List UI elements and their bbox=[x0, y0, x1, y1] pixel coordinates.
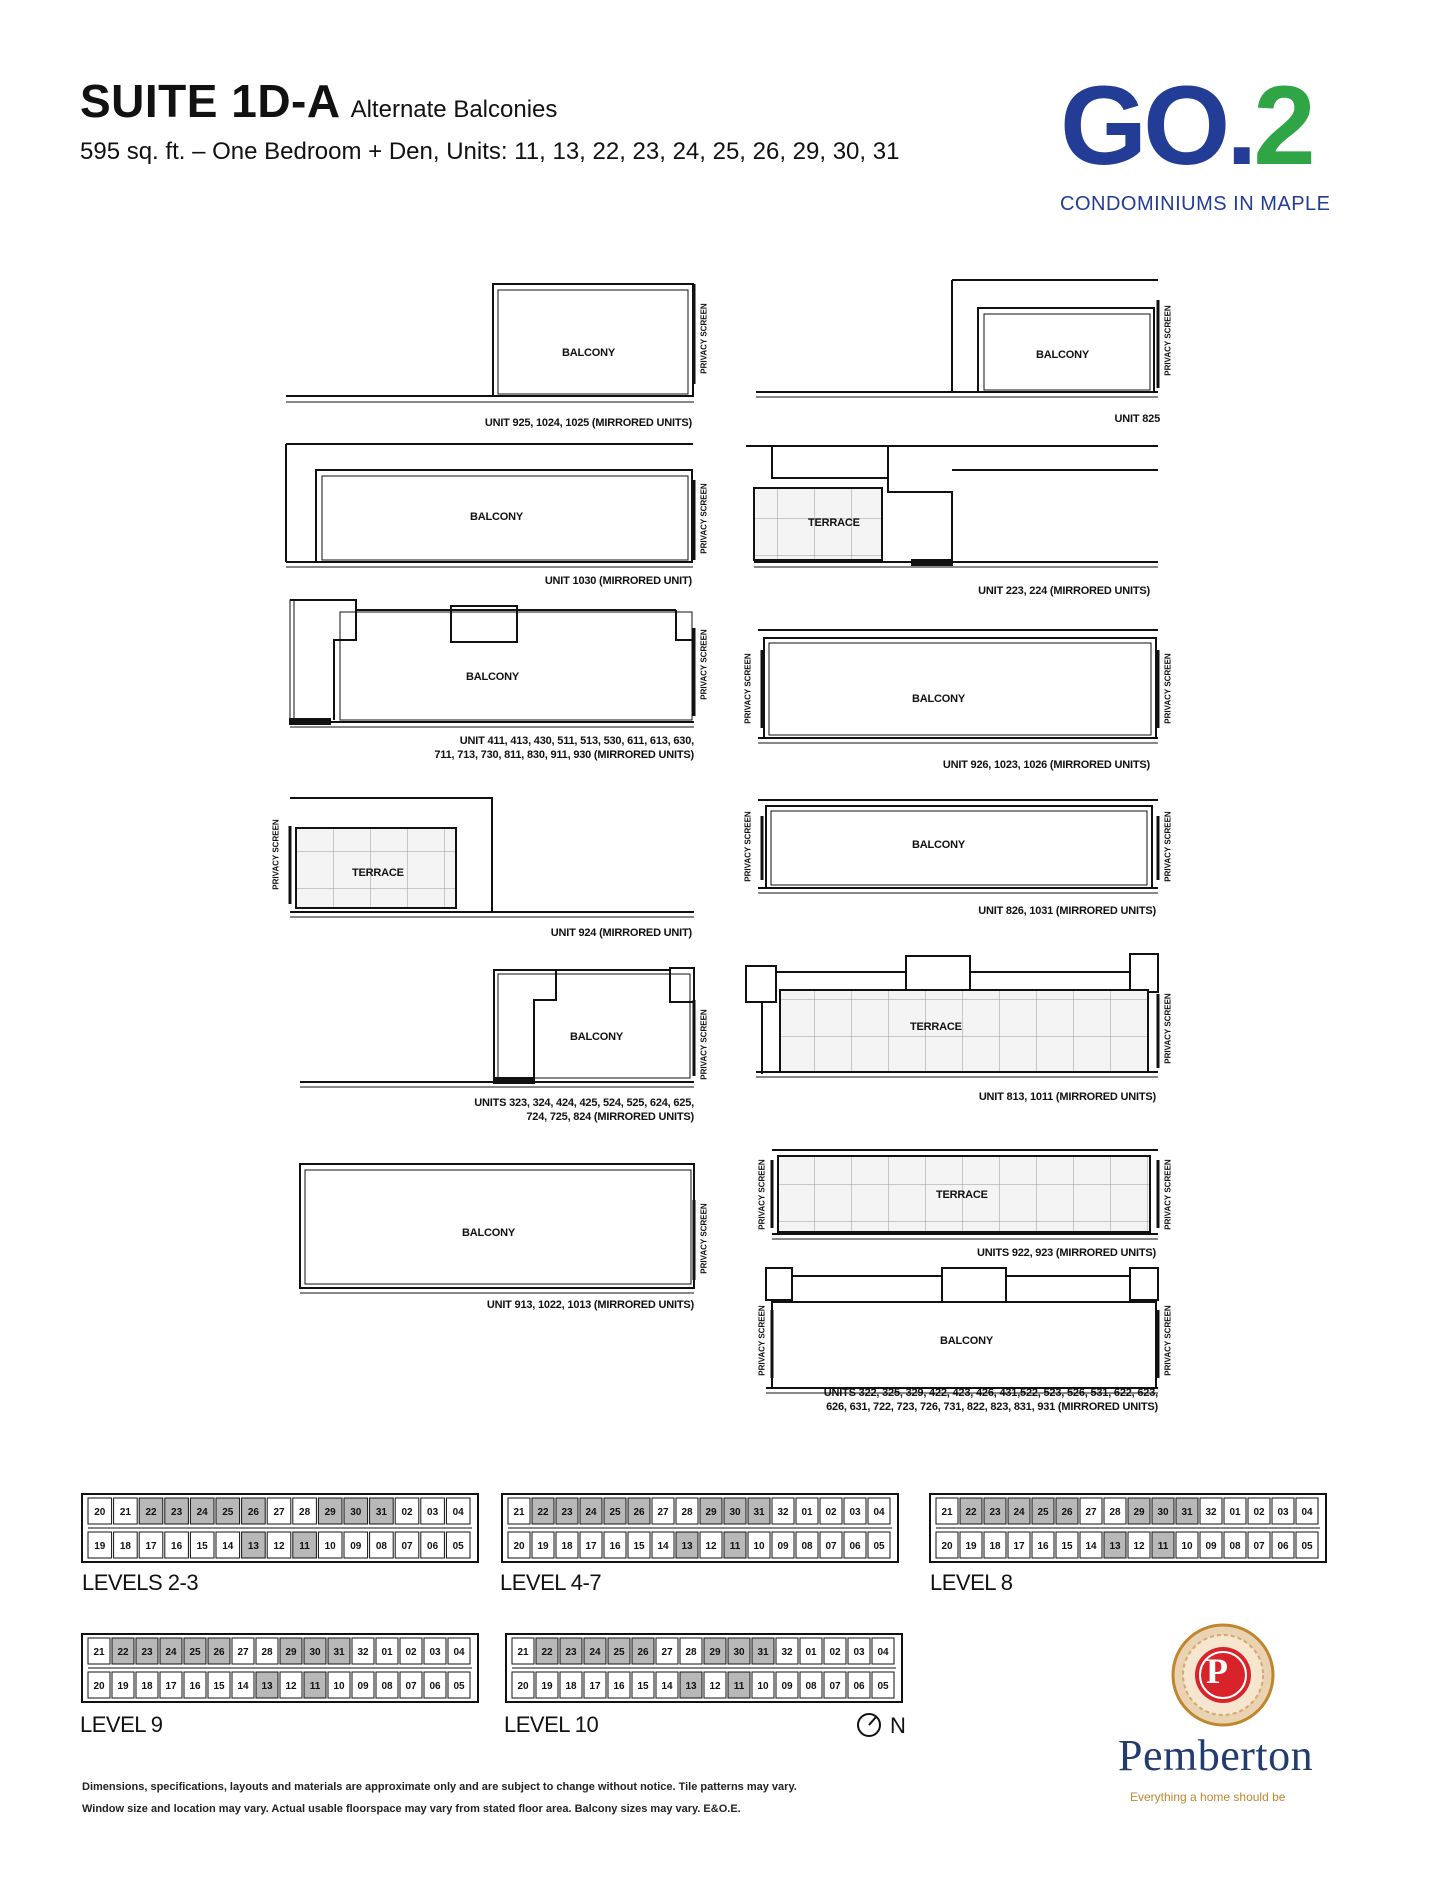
key-plan-unit-number: 14 bbox=[237, 1681, 249, 1692]
balcony-label: BALCONY bbox=[570, 1031, 623, 1043]
key-plan-unit-number: 09 bbox=[1205, 1541, 1217, 1552]
key-plan-unit-number: 29 bbox=[1133, 1507, 1145, 1518]
key-plan-unit-number: 17 bbox=[145, 1541, 157, 1552]
privacy-screen-label: PRIVACY SCREEN bbox=[757, 1159, 767, 1230]
north-label: N bbox=[890, 1713, 906, 1738]
privacy-screen-label: PRIVACY SCREEN bbox=[1163, 993, 1173, 1064]
key-plan-unit-number: 02 bbox=[401, 1507, 413, 1518]
key-plan-unit-number: 30 bbox=[729, 1507, 741, 1518]
key-plan-unit-number: 21 bbox=[513, 1507, 525, 1518]
plan-caption: UNIT 826, 1031 (MIRRORED UNITS) bbox=[978, 905, 1156, 917]
plan-caption: UNITS 922, 923 (MIRRORED UNITS) bbox=[976, 1247, 1156, 1259]
suite-name: SUITE 1D-A bbox=[80, 75, 341, 127]
key-plan-unit-number: 24 bbox=[165, 1647, 177, 1658]
key-plan-unit-number: 19 bbox=[117, 1681, 129, 1692]
privacy-screen-label: PRIVACY SCREEN bbox=[1163, 1159, 1173, 1230]
key-plan-unit-number: 22 bbox=[117, 1647, 129, 1658]
key-plan-unit-number: 03 bbox=[1277, 1507, 1289, 1518]
key-plan-unit-number: 30 bbox=[733, 1647, 745, 1658]
key-plan-unit-number: 09 bbox=[781, 1681, 793, 1692]
key-plan-unit-number: 11 bbox=[299, 1541, 310, 1552]
key-plan-unit-number: 31 bbox=[1181, 1507, 1193, 1518]
key-plan-unit-number: 07 bbox=[401, 1541, 413, 1552]
plan-caption: UNIT 223, 224 (MIRRORED UNITS) bbox=[978, 585, 1150, 597]
key-plan-unit-number: 23 bbox=[141, 1647, 153, 1658]
balcony-label: BALCONY bbox=[940, 1335, 993, 1347]
key-plan-unit-number: 23 bbox=[171, 1507, 183, 1518]
key-plan-unit-number: 29 bbox=[705, 1507, 717, 1518]
plan-caption: UNIT 924 (MIRRORED UNIT) bbox=[550, 927, 692, 939]
key-plan-unit-number: 02 bbox=[405, 1647, 417, 1658]
key-plan-unit-number: 11 bbox=[309, 1681, 321, 1692]
plan-left-4 bbox=[290, 798, 694, 917]
key-plan-unit-number: 20 bbox=[941, 1541, 953, 1552]
key-plan-unit-number: 21 bbox=[93, 1647, 105, 1658]
key-plan-unit-number: 25 bbox=[613, 1647, 625, 1658]
plan-caption: UNIT 1030 (MIRRORED UNIT) bbox=[544, 575, 692, 587]
key-plan-unit-number: 23 bbox=[561, 1507, 573, 1518]
terrace-label: TERRACE bbox=[352, 867, 404, 879]
privacy-screen-label: PRIVACY SCREEN bbox=[743, 653, 753, 724]
privacy-screen-label: PRIVACY SCREEN bbox=[1163, 811, 1173, 882]
key-plan-unit-number: 20 bbox=[93, 1681, 105, 1692]
privacy-screen-label: PRIVACY SCREEN bbox=[1163, 653, 1173, 724]
key-plan-unit-number: 14 bbox=[1085, 1541, 1097, 1552]
key-plan-unit-number: 08 bbox=[1229, 1541, 1241, 1552]
key-plan-unit-number: 14 bbox=[661, 1681, 673, 1692]
level-label: LEVELS 2-3 bbox=[82, 1570, 199, 1595]
key-plan-unit-number: 29 bbox=[324, 1507, 336, 1518]
key-plan-unit-number: 27 bbox=[273, 1507, 285, 1518]
plan-left-3 bbox=[290, 600, 694, 727]
key-plan-unit-number: 06 bbox=[429, 1681, 441, 1692]
key-plan-unit-number: 23 bbox=[565, 1647, 577, 1658]
key-plan-unit-number: 05 bbox=[1301, 1541, 1313, 1552]
key-plan-unit-number: 28 bbox=[261, 1647, 273, 1658]
key-plan-unit-number: 26 bbox=[637, 1647, 649, 1658]
key-plan-unit-number: 07 bbox=[1253, 1541, 1265, 1552]
key-plan-unit-number: 06 bbox=[849, 1541, 861, 1552]
key-plan-unit-number: 32 bbox=[777, 1507, 789, 1518]
plan-right-2 bbox=[746, 446, 1158, 567]
key-plan-unit-number: 27 bbox=[661, 1647, 673, 1658]
key-plan-unit-number: 03 bbox=[853, 1647, 865, 1658]
plan-caption: UNIT 813, 1011 (MIRRORED UNITS) bbox=[978, 1091, 1156, 1103]
key-plan-unit-number: 15 bbox=[213, 1681, 225, 1692]
key-plan-unit-number: 01 bbox=[381, 1647, 393, 1658]
key-plan-unit-number: 21 bbox=[941, 1507, 953, 1518]
key-plan-unit-number: 25 bbox=[189, 1647, 201, 1658]
level-label: LEVEL 9 bbox=[80, 1712, 163, 1737]
key-plan-unit-number: 16 bbox=[1037, 1541, 1049, 1552]
key-plan-unit-number: 17 bbox=[165, 1681, 177, 1692]
key-plan-unit-number: 16 bbox=[609, 1541, 621, 1552]
key-plan-unit-number: 28 bbox=[685, 1647, 697, 1658]
key-plan-unit-number: 05 bbox=[873, 1541, 885, 1552]
key-plan-unit-number: 13 bbox=[685, 1681, 697, 1692]
plan-caption: UNIT 913, 1022, 1013 (MIRRORED UNITS) bbox=[486, 1299, 694, 1311]
key-plan-unit-number: 26 bbox=[633, 1507, 645, 1518]
privacy-screen-label: PRIVACY SCREEN bbox=[1163, 1305, 1173, 1376]
key-plan-unit-number: 12 bbox=[709, 1681, 721, 1692]
privacy-screen-label: PRIVACY SCREEN bbox=[699, 303, 709, 374]
key-plan-unit-number: 11 bbox=[733, 1681, 745, 1692]
key-plan-unit-number: 19 bbox=[537, 1541, 549, 1552]
key-plan-unit-number: 20 bbox=[513, 1541, 525, 1552]
key-plan-unit-number: 03 bbox=[427, 1507, 439, 1518]
key-plan-unit-number: 11 bbox=[729, 1541, 741, 1552]
key-plan-unit-number: 10 bbox=[753, 1541, 765, 1552]
key-plan-unit-number: 28 bbox=[1109, 1507, 1121, 1518]
key-plan-unit-number: 30 bbox=[1157, 1507, 1169, 1518]
key-plan-unit-number: 15 bbox=[196, 1541, 208, 1552]
key-plan-unit-number: 15 bbox=[1061, 1541, 1073, 1552]
key-plan-unit-number: 24 bbox=[589, 1647, 601, 1658]
key-plan bbox=[504, 1632, 904, 1704]
key-plan-unit-number: 18 bbox=[989, 1541, 1001, 1552]
key-plan-unit-number: 09 bbox=[357, 1681, 369, 1692]
key-plan-unit-number: 08 bbox=[805, 1681, 817, 1692]
plan-right-1 bbox=[756, 280, 1158, 397]
key-plan-unit-number: 01 bbox=[805, 1647, 817, 1658]
key-plan-unit-number: 06 bbox=[427, 1541, 439, 1552]
plan-caption: UNITS 323, 324, 424, 425, 524, 525, 624, 625, 724, 725, 824 (MIRRORED UNITS) bbox=[474, 1097, 694, 1123]
key-plan-unit-number: 19 bbox=[94, 1541, 106, 1552]
privacy-screen-label: PRIVACY SCREEN bbox=[699, 1203, 709, 1274]
key-plan-unit-number: 18 bbox=[141, 1681, 153, 1692]
suite-subtitle: 595 sq. ft. – One Bedroom + Den, Units: 11, 13, 22, 23, 24, 25, 26, 29, 30, 31 bbox=[80, 138, 900, 165]
privacy-screen-label: PRIVACY SCREEN bbox=[699, 1009, 709, 1080]
plan-left-2 bbox=[286, 444, 694, 567]
key-plan-unit-number: 08 bbox=[375, 1541, 387, 1552]
level-label: LEVEL 8 bbox=[930, 1570, 1013, 1595]
key-plan bbox=[928, 1492, 1328, 1564]
key-plan-unit-number: 29 bbox=[285, 1647, 297, 1658]
key-plan-unit-number: 05 bbox=[452, 1541, 464, 1552]
plan-caption: UNIT 925, 1024, 1025 (MIRRORED UNITS) bbox=[484, 417, 692, 429]
balcony-label: BALCONY bbox=[1036, 349, 1089, 361]
key-plan-unit-number: 18 bbox=[119, 1541, 131, 1552]
key-plan-unit-number: 32 bbox=[1205, 1507, 1217, 1518]
key-plan-unit-number: 11 bbox=[1157, 1541, 1169, 1552]
level-label: LEVEL 10 bbox=[504, 1712, 599, 1737]
key-plan-unit-number: 16 bbox=[189, 1681, 201, 1692]
privacy-screen-label: PRIVACY SCREEN bbox=[743, 811, 753, 882]
key-plan-unit-number: 27 bbox=[657, 1507, 669, 1518]
key-plan-unit-number: 23 bbox=[989, 1507, 1001, 1518]
plan-left-5 bbox=[300, 968, 694, 1087]
plan-caption: UNIT 926, 1023, 1026 (MIRRORED UNITS) bbox=[942, 759, 1150, 771]
key-plan-unit-number: 01 bbox=[801, 1507, 813, 1518]
key-plan-unit-number: 04 bbox=[452, 1507, 464, 1518]
key-plan-unit-number: 18 bbox=[565, 1681, 577, 1692]
key-plan-unit-number: 24 bbox=[1013, 1507, 1025, 1518]
key-plan-unit-number: 08 bbox=[801, 1541, 813, 1552]
key-plan bbox=[500, 1492, 900, 1564]
key-plan-unit-number: 20 bbox=[94, 1507, 106, 1518]
balcony-label: BALCONY bbox=[912, 693, 965, 705]
privacy-screen-label: PRIVACY SCREEN bbox=[757, 1305, 767, 1376]
north-arrow-icon bbox=[856, 1712, 884, 1740]
key-plan-unit-number: 04 bbox=[453, 1647, 465, 1658]
key-plan-unit-number: 01 bbox=[1229, 1507, 1241, 1518]
key-plan-unit-number: 26 bbox=[247, 1507, 259, 1518]
key-plan-unit-number: 27 bbox=[1085, 1507, 1097, 1518]
privacy-screen-label: PRIVACY SCREEN bbox=[699, 629, 709, 700]
key-plan-unit-number: 15 bbox=[633, 1541, 645, 1552]
key-plan-unit-number: 05 bbox=[877, 1681, 889, 1692]
key-plan-unit-number: 17 bbox=[589, 1681, 601, 1692]
balcony-label: BALCONY bbox=[466, 671, 519, 683]
key-plan-unit-number: 14 bbox=[222, 1541, 234, 1552]
plan-right-3 bbox=[758, 630, 1158, 743]
logo-main: GO. bbox=[1060, 63, 1254, 188]
key-plan-unit-number: 10 bbox=[1181, 1541, 1193, 1552]
key-plan-unit-number: 32 bbox=[781, 1647, 793, 1658]
plan-right-7 bbox=[766, 1268, 1158, 1393]
key-plan-unit-number: 04 bbox=[873, 1507, 885, 1518]
key-plan-unit-number: 28 bbox=[299, 1507, 311, 1518]
key-plan-unit-number: 31 bbox=[757, 1647, 769, 1658]
balcony-label: BALCONY bbox=[912, 839, 965, 851]
plan-right-5 bbox=[746, 954, 1158, 1077]
key-plan-unit-number: 28 bbox=[681, 1507, 693, 1518]
key-plan-unit-number: 12 bbox=[273, 1541, 285, 1552]
key-plan-unit-number: 26 bbox=[213, 1647, 225, 1658]
plan-caption: UNIT 825 bbox=[1114, 413, 1160, 425]
key-plan-unit-number: 17 bbox=[1013, 1541, 1025, 1552]
key-plan-unit-number: 12 bbox=[1133, 1541, 1145, 1552]
key-plan-unit-number: 18 bbox=[561, 1541, 573, 1552]
key-plan-unit-number: 13 bbox=[261, 1681, 273, 1692]
key-plan-unit-number: 15 bbox=[637, 1681, 649, 1692]
key-plan-unit-number: 24 bbox=[585, 1507, 597, 1518]
suite-variant: Alternate Balconies bbox=[350, 96, 558, 123]
key-plan-unit-number: 06 bbox=[853, 1681, 865, 1692]
level-label: LEVEL 4-7 bbox=[500, 1570, 602, 1595]
key-plan-unit-number: 08 bbox=[381, 1681, 393, 1692]
key-plan-unit-number: 19 bbox=[965, 1541, 977, 1552]
key-plan-unit-number: 30 bbox=[350, 1507, 362, 1518]
key-plan-unit-number: 02 bbox=[1253, 1507, 1265, 1518]
key-plan-unit-number: 10 bbox=[757, 1681, 769, 1692]
key-plan-unit-number: 19 bbox=[541, 1681, 553, 1692]
key-plan-unit-number: 20 bbox=[517, 1681, 529, 1692]
key-plan-unit-number: 32 bbox=[357, 1647, 369, 1658]
pemberton-tagline: Everything a home should be bbox=[1130, 1790, 1286, 1804]
key-plan-unit-number: 25 bbox=[609, 1507, 621, 1518]
key-plan-unit-number: 24 bbox=[196, 1507, 208, 1518]
key-plan-unit-number: 10 bbox=[324, 1541, 336, 1552]
privacy-screen-label: PRIVACY SCREEN bbox=[1163, 305, 1173, 376]
key-plan-unit-number: 09 bbox=[350, 1541, 362, 1552]
key-plan-unit-number: 04 bbox=[877, 1647, 889, 1658]
key-plan-unit-number: 02 bbox=[825, 1507, 837, 1518]
key-plan-unit-number: 16 bbox=[613, 1681, 625, 1692]
terrace-label: TERRACE bbox=[936, 1189, 988, 1201]
key-plan bbox=[80, 1492, 480, 1564]
key-plan-unit-number: 25 bbox=[222, 1507, 234, 1518]
key-plan bbox=[80, 1632, 480, 1704]
key-plan-unit-number: 13 bbox=[681, 1541, 693, 1552]
key-plan-unit-number: 02 bbox=[829, 1647, 841, 1658]
key-plan-unit-number: 16 bbox=[171, 1541, 183, 1552]
key-plan-unit-number: 04 bbox=[1301, 1507, 1313, 1518]
key-plan-unit-number: 25 bbox=[1037, 1507, 1049, 1518]
key-plan-unit-number: 09 bbox=[777, 1541, 789, 1552]
key-plan-unit-number: 13 bbox=[247, 1541, 259, 1552]
terrace-label: TERRACE bbox=[910, 1021, 962, 1033]
key-plan-unit-number: 12 bbox=[285, 1681, 297, 1692]
key-plan-unit-number: 14 bbox=[657, 1541, 669, 1552]
privacy-screen-label: PRIVACY SCREEN bbox=[271, 819, 281, 890]
key-plan-unit-number: 22 bbox=[145, 1507, 157, 1518]
plan-left-1 bbox=[286, 284, 694, 402]
key-plan-unit-number: 13 bbox=[1109, 1541, 1121, 1552]
key-plan-unit-number: 07 bbox=[405, 1681, 417, 1692]
balcony-label: BALCONY bbox=[462, 1227, 515, 1239]
key-plan-unit-number: 31 bbox=[333, 1647, 345, 1658]
key-plan-unit-number: 22 bbox=[965, 1507, 977, 1518]
privacy-screen-label: PRIVACY SCREEN bbox=[699, 483, 709, 554]
key-plan-unit-number: 27 bbox=[237, 1647, 249, 1658]
key-plan-unit-number: 31 bbox=[753, 1507, 765, 1518]
pemberton-name: Pemberton bbox=[1118, 1731, 1314, 1780]
balcony-label: BALCONY bbox=[562, 347, 615, 359]
key-plan-unit-number: 03 bbox=[429, 1647, 441, 1658]
key-plan-unit-number: 26 bbox=[1061, 1507, 1073, 1518]
key-plan-unit-number: 07 bbox=[829, 1681, 841, 1692]
key-plan-unit-number: 21 bbox=[517, 1647, 529, 1658]
key-plan-unit-number: 30 bbox=[309, 1647, 321, 1658]
pemberton-monogram: P bbox=[1206, 1651, 1228, 1691]
key-plan-unit-number: 10 bbox=[333, 1681, 345, 1692]
plan-caption: UNIT 411, 413, 430, 511, 513, 530, 611, 613, 630, 711, 713, 730, 811, 830, 911, 930 (MIRRORED UNITS) bbox=[434, 735, 694, 761]
key-plan-unit-number: 06 bbox=[1277, 1541, 1289, 1552]
key-plan-unit-number: 29 bbox=[709, 1647, 721, 1658]
key-plan-unit-number: 17 bbox=[585, 1541, 597, 1552]
logo-number: 2 bbox=[1253, 63, 1312, 188]
key-plan-unit-number: 22 bbox=[537, 1507, 549, 1518]
terrace-label: TERRACE bbox=[808, 517, 860, 529]
key-plan-unit-number: 12 bbox=[705, 1541, 717, 1552]
balcony-label: BALCONY bbox=[470, 511, 523, 523]
logo-tagline: CONDOMINIUMS IN MAPLE bbox=[1060, 193, 1331, 215]
disclaimer: Dimensions, specifications, layouts and materials are approximate only and are subject to change without notice. Tile patterns may vary. Window size and location may vary. Actual usable floorspace may vary from stated floor area. Balcony sizes may vary. E&O.E. bbox=[82, 1781, 797, 1815]
key-plan-unit-number: 07 bbox=[825, 1541, 837, 1552]
key-plan-unit-number: 22 bbox=[541, 1647, 553, 1658]
key-plan-unit-number: 31 bbox=[375, 1507, 387, 1518]
key-plan-unit-number: 21 bbox=[119, 1507, 131, 1518]
key-plan-unit-number: 03 bbox=[849, 1507, 861, 1518]
plan-caption: UNITS 322, 325, 329, 422, 423, 426, 431,522, 523, 526, 531, 622, 623, 626, 631, 722, 723, 726, 731, 822, 823, 831, 931 (MIRRORED UNITS) bbox=[823, 1387, 1158, 1413]
key-plan-unit-number: 05 bbox=[453, 1681, 465, 1692]
